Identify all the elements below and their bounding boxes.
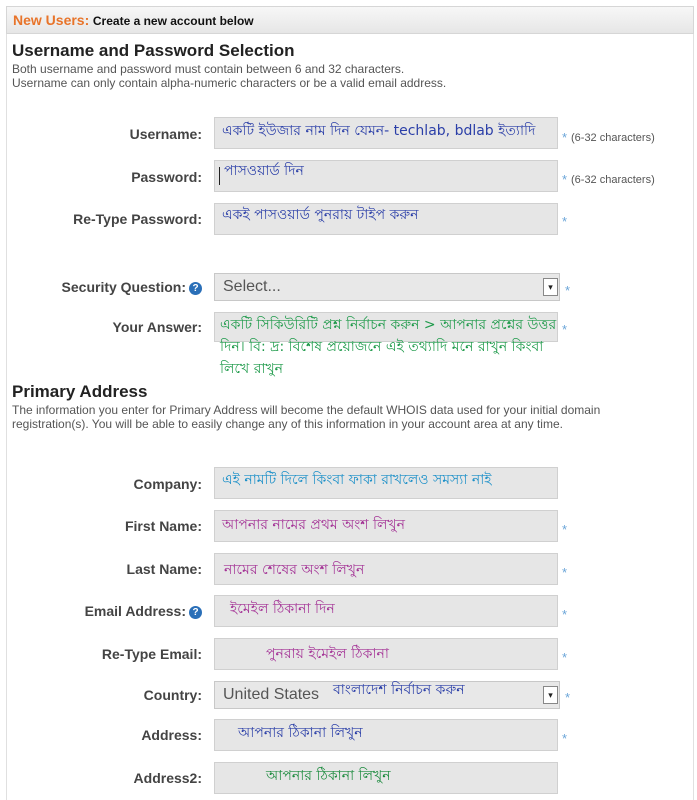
required-icon: *: [562, 565, 568, 580]
section-desc-line: registration(s). You will be able to easily change any of this information in your account area at any time.: [12, 417, 563, 431]
password-annotation: পাসওয়ার্ড দিন: [224, 163, 304, 179]
email-annotation: ইমেইল ঠিকানা দিন: [230, 601, 335, 617]
required-icon: *: [562, 172, 568, 187]
section-title-primary-address: Primary Address: [12, 382, 148, 401]
section-desc-primary-address: [12, 403, 687, 431]
annotation-line: একটি সিকিউরিটি প্রশ্ন নির্বাচন করুন > আপনার প্রশ্নের উত্তর: [220, 317, 557, 333]
security-question-label-text: Security Question:: [61, 279, 186, 295]
required-icon: *: [562, 214, 568, 229]
text-cursor: [219, 167, 220, 185]
security-question-label: [0, 279, 202, 295]
frame-border-right: [693, 34, 694, 800]
required-icon: *: [565, 283, 571, 298]
username-annotation: একটি ইউজার নাম দিন যেমন- techlab, bdlab ইত্যাদি: [222, 123, 536, 139]
required-icon: *: [562, 731, 568, 746]
required-icon: *: [562, 522, 568, 537]
last-name-annotation: নামের শেষের অংশ লিখুন: [224, 562, 365, 578]
password-label: Password:: [131, 169, 202, 185]
company-annotation: এই নামটি দিলে কিংবা ফাকা রাখলেও সমস্যা নাই: [222, 472, 492, 488]
first-name-annotation: আপনার নামের প্রথম অংশ লিখুন: [222, 517, 405, 533]
last-name-label: Last Name:: [126, 561, 202, 577]
form-header: [6, 6, 694, 34]
security-question-select[interactable]: [214, 273, 560, 301]
section-desc-line: Both username and password must contain between 6 and 32 characters.: [12, 62, 405, 76]
retype-email-label: Re-Type Email:: [101, 646, 202, 662]
address2-label: Address2:: [133, 770, 202, 786]
chevron-down-icon[interactable]: ▾: [543, 686, 558, 704]
username-hint: (6-32 characters): [571, 132, 655, 144]
section-desc-line: Username can only contain alpha-numeric characters or be a valid email address.: [12, 76, 447, 90]
your-answer-annotation: [220, 314, 560, 380]
help-icon[interactable]: ?: [189, 606, 202, 619]
address-annotation: আপনার ঠিকানা লিখুন: [238, 725, 363, 741]
section-title-credentials: Username and Password Selection: [12, 41, 295, 60]
security-question-value: Select...: [223, 278, 281, 295]
required-icon: *: [562, 322, 568, 337]
help-icon[interactable]: ?: [189, 282, 202, 295]
annotation-line: লিখে রাখুন: [220, 361, 284, 377]
country-label: Country:: [143, 687, 202, 703]
password-hint: (6-32 characters): [571, 174, 655, 186]
company-label: Company:: [133, 476, 202, 492]
header-subtitle: Create a new account below: [92, 14, 254, 28]
required-icon: *: [562, 130, 568, 145]
header-accent: New Users:: [13, 12, 90, 28]
country-value: United States: [223, 686, 320, 703]
retype-password-label: Re-Type Password:: [73, 211, 202, 227]
email-label-text: Email Address:: [84, 603, 186, 619]
email-label: [0, 603, 202, 619]
section-desc-credentials: [12, 62, 687, 90]
annotation-line: দিন। বি: দ্র: বিশেষ প্রয়োজনে এই তথ্যাদি মনে রাখুন কিংবা: [220, 339, 544, 355]
required-icon: *: [562, 607, 568, 622]
your-answer-label: Your Answer:: [112, 319, 202, 335]
required-icon: *: [562, 650, 568, 665]
retype-email-annotation: পুনরায় ইমেইল ঠিকানা: [266, 646, 389, 662]
address2-annotation: আপনার ঠিকানা লিখুন: [266, 768, 391, 784]
retype-password-annotation: একই পাসওয়ার্ড পুনরায় টাইপ করুন: [222, 207, 419, 223]
required-icon: *: [565, 690, 571, 705]
country-annotation: বাংলাদেশ নির্বাচন করুন: [333, 682, 465, 698]
first-name-label: First Name:: [124, 518, 202, 534]
username-label: Username:: [129, 126, 202, 142]
address-label: Address:: [141, 727, 202, 743]
section-desc-line: The information you enter for Primary Address will become the default WHOIS data used for your initial domain: [12, 403, 601, 417]
chevron-down-icon[interactable]: ▾: [543, 278, 558, 296]
frame-border-left: [6, 34, 7, 800]
